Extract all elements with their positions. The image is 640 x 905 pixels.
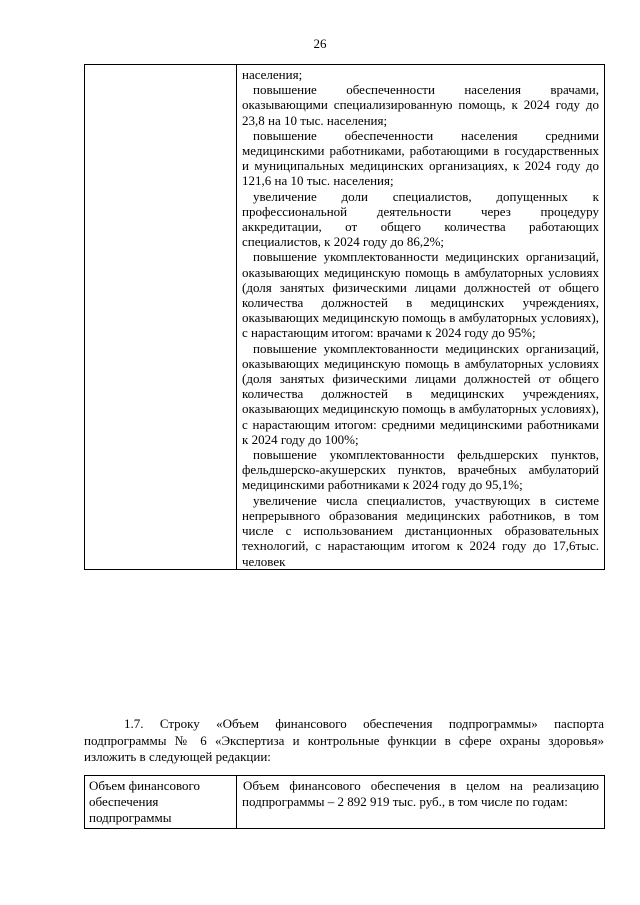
financing-label: Объем финансового обеспечения подпрограммы: [89, 778, 201, 825]
table-label-cell-empty: [85, 65, 237, 570]
financing-value: Объем финансового обеспечения в целом на реализацию подпрограммы – 2 892 919 тыс. руб., в том числе по годам:: [242, 778, 599, 809]
list-item: повышение укомплектованности медицинских организаций, оказывающих медицинскую помощь в амбулаторных условиях (доля занятых физическими лицами должностей от общего количества должностей в медицинских учреждениях, оказывающих медицинскую помощь в амбулаторных условиях), с нарастающим итогом: врачами к 2024 году до 95%;: [242, 249, 599, 341]
amendment-paragraph: 1.7. Строку «Объем финансового обеспечения подпрограммы» паспорта подпрограммы № 6 «Экспертиза и контрольные функции в сфере охраны здоровья» изложить в следующей редакции:: [84, 716, 604, 764]
list-item: увеличение доли специалистов, допущенных к профессиональной деятельности через процедуру аккредитации, от общего количества работающих специалистов, к 2024 году до 86,2%;: [242, 188, 599, 250]
list-item: повышение укомплектованности медицинских организаций, оказывающих медицинскую помощь в амбулаторных условиях (доля занятых физическими лицами должностей от общего количества должностей в медицинских учреждениях, оказывающих медицинскую помощь в амбулаторных условиях), с нарастающим итогом: средними медицинскими работниками к 2024 году до 100%;: [242, 340, 599, 447]
table-row: [85, 776, 605, 829]
list-item: населения;: [242, 67, 303, 82]
page-number: 26: [313, 36, 327, 51]
list-item: повышение обеспеченности населения средними медицинскими работниками, работающими в государственных и муниципальных медицинских организациях, к 2024 году до 121,6 на 10 тыс. населения;: [242, 127, 599, 189]
list-item: увеличение числа специалистов, участвующих в системе непрерывного образования медицинских работников, в том числе с использованием дистанционных образовательных технологий, с нарастающим итогом к 2024 году до 17,6тыс. человек: [242, 492, 599, 569]
financing-table: [84, 775, 605, 829]
table-value-cell: [237, 65, 605, 570]
financing-label-cell: [85, 776, 237, 829]
table-row: [85, 65, 605, 570]
list-item: повышение укомплектованности фельдшерских пунктов, фельдшерско-акушерских пунктов, врачебных амбулаторий медицинскими работниками к 2024 году до 95,1%;: [242, 447, 599, 493]
expected-results-list: [237, 65, 604, 569]
subprogram-passport-table: [84, 64, 605, 570]
financing-value-cell: [237, 776, 605, 829]
list-item: повышение обеспеченности населения врачами, оказывающими специализированную помощь, к 2024 году до 23,8 на 10 тыс. населения;: [242, 82, 599, 128]
